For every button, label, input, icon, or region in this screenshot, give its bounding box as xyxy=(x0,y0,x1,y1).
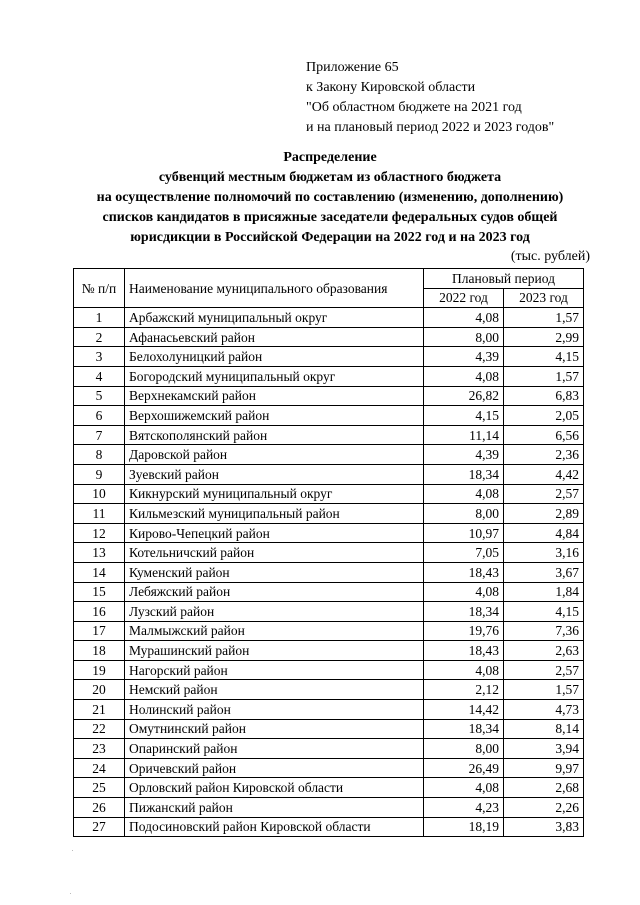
table-row xyxy=(74,386,584,406)
row-municipality: Мурашинский район xyxy=(125,641,424,661)
header-municipality: Наименование муниципального образования xyxy=(125,269,424,308)
row-number: 6 xyxy=(74,406,125,426)
row-value-2022: 8,00 xyxy=(424,739,504,759)
table-row xyxy=(74,680,584,700)
scan-speck xyxy=(72,850,73,851)
row-value-2022: 26,49 xyxy=(424,758,504,778)
table-row xyxy=(74,778,584,798)
row-number: 24 xyxy=(74,758,125,778)
row-value-2022: 4,23 xyxy=(424,798,504,818)
appendix-law-period: и на плановый период 2022 и 2023 годов" xyxy=(306,120,555,135)
row-municipality: Куменский район xyxy=(125,562,424,582)
table-row xyxy=(74,641,584,661)
table-row xyxy=(74,366,584,386)
row-value-2022: 19,76 xyxy=(424,621,504,641)
row-municipality: Даровской район xyxy=(125,445,424,465)
row-number: 21 xyxy=(74,700,125,720)
appendix-number: Приложение 65 xyxy=(306,60,399,75)
row-value-2023: 2,57 xyxy=(504,484,584,504)
row-value-2022: 4,39 xyxy=(424,445,504,465)
row-value-2022: 18,43 xyxy=(424,562,504,582)
table-row xyxy=(74,484,584,504)
table-body xyxy=(74,308,584,837)
row-number: 8 xyxy=(74,445,125,465)
row-value-2022: 2,12 xyxy=(424,680,504,700)
table-row xyxy=(74,445,584,465)
table-row xyxy=(74,327,584,347)
row-municipality: Лебяжский район xyxy=(125,582,424,602)
table-row xyxy=(74,817,584,837)
table-row xyxy=(74,798,584,818)
table-row xyxy=(74,758,584,778)
header-number: № п/п xyxy=(74,269,125,308)
row-value-2023: 1,57 xyxy=(504,308,584,328)
row-value-2023: 7,36 xyxy=(504,621,584,641)
row-municipality: Белохолуницкий район xyxy=(125,347,424,367)
appendix-law-title: "Об областном бюджете на 2021 год xyxy=(306,100,522,115)
row-value-2022: 14,42 xyxy=(424,700,504,720)
row-value-2023: 2,36 xyxy=(504,445,584,465)
table-row xyxy=(74,602,584,622)
row-value-2023: 2,57 xyxy=(504,660,584,680)
row-municipality: Орловский район Кировской области xyxy=(125,778,424,798)
row-number: 13 xyxy=(74,543,125,563)
row-value-2022: 10,97 xyxy=(424,523,504,543)
table-row xyxy=(74,347,584,367)
row-value-2023: 6,83 xyxy=(504,386,584,406)
row-value-2022: 11,14 xyxy=(424,425,504,445)
row-value-2023: 3,16 xyxy=(504,543,584,563)
header-year-2023: 2023 год xyxy=(504,288,584,308)
header-year-2022: 2022 год xyxy=(424,288,504,308)
appendix-header xyxy=(306,58,554,138)
row-value-2023: 4,15 xyxy=(504,602,584,622)
row-municipality: Арбажский муниципальный округ xyxy=(125,308,424,328)
table-row xyxy=(74,700,584,720)
table-row xyxy=(74,406,584,426)
row-municipality: Богородский муниципальный округ xyxy=(125,366,424,386)
row-value-2023: 4,84 xyxy=(504,523,584,543)
row-value-2023: 2,05 xyxy=(504,406,584,426)
row-value-2022: 18,43 xyxy=(424,641,504,661)
row-value-2023: 2,26 xyxy=(504,798,584,818)
row-municipality: Кикнурский муниципальный округ xyxy=(125,484,424,504)
row-number: 4 xyxy=(74,366,125,386)
table-row xyxy=(74,425,584,445)
row-value-2022: 8,00 xyxy=(424,504,504,524)
row-municipality: Подосиновский район Кировской области xyxy=(125,817,424,837)
row-value-2022: 4,08 xyxy=(424,484,504,504)
row-municipality: Оричевский район xyxy=(125,758,424,778)
subvention-table xyxy=(73,268,584,837)
row-value-2023: 1,84 xyxy=(504,582,584,602)
table-row xyxy=(74,621,584,641)
row-value-2022: 4,08 xyxy=(424,582,504,602)
table-row xyxy=(74,504,584,524)
row-number: 12 xyxy=(74,523,125,543)
row-municipality: Немский район xyxy=(125,680,424,700)
appendix-law: к Закону Кировской области xyxy=(306,80,476,95)
row-number: 27 xyxy=(74,817,125,837)
row-number: 11 xyxy=(74,504,125,524)
row-value-2023: 2,63 xyxy=(504,641,584,661)
row-value-2022: 4,15 xyxy=(424,406,504,426)
row-number: 2 xyxy=(74,327,125,347)
row-value-2022: 8,00 xyxy=(424,327,504,347)
row-municipality: Верхнекамский район xyxy=(125,386,424,406)
row-number: 10 xyxy=(74,484,125,504)
row-municipality: Нолинский район xyxy=(125,700,424,720)
row-value-2022: 7,05 xyxy=(424,543,504,563)
row-value-2023: 1,57 xyxy=(504,366,584,386)
table-row xyxy=(74,562,584,582)
title-line-2: субвенций местным бюджетам из областного бюджета xyxy=(158,170,502,185)
row-number: 14 xyxy=(74,562,125,582)
row-value-2022: 18,34 xyxy=(424,602,504,622)
row-value-2023: 6,56 xyxy=(504,425,584,445)
units-label: (тыс. рублей) xyxy=(510,249,590,264)
row-number: 7 xyxy=(74,425,125,445)
row-value-2023: 4,73 xyxy=(504,700,584,720)
row-municipality: Зуевский район xyxy=(125,464,424,484)
row-value-2023: 2,68 xyxy=(504,778,584,798)
row-value-2022: 4,08 xyxy=(424,778,504,798)
row-value-2022: 4,39 xyxy=(424,347,504,367)
row-municipality: Малмыжский район xyxy=(125,621,424,641)
row-value-2023: 2,99 xyxy=(504,327,584,347)
scan-speck xyxy=(70,893,71,894)
row-number: 15 xyxy=(74,582,125,602)
row-value-2023: 1,57 xyxy=(504,680,584,700)
row-municipality: Афанасьевский район xyxy=(125,327,424,347)
row-value-2023: 3,94 xyxy=(504,739,584,759)
row-number: 22 xyxy=(74,719,125,739)
row-number: 16 xyxy=(74,602,125,622)
row-municipality: Кильмезский муниципальный район xyxy=(125,504,424,524)
row-municipality: Опаринский район xyxy=(125,739,424,759)
table-row xyxy=(74,719,584,739)
row-value-2022: 18,34 xyxy=(424,719,504,739)
title-line-3: на осуществление полномочий по составлению (изменению, дополнению) xyxy=(96,190,564,205)
header-planning-period: Плановый период xyxy=(424,269,584,289)
row-municipality: Нагорский район xyxy=(125,660,424,680)
row-value-2022: 18,19 xyxy=(424,817,504,837)
document-title xyxy=(60,148,600,248)
row-value-2023: 3,67 xyxy=(504,562,584,582)
row-municipality: Омутнинский район xyxy=(125,719,424,739)
row-number: 18 xyxy=(74,641,125,661)
row-value-2023: 2,89 xyxy=(504,504,584,524)
table-row xyxy=(74,523,584,543)
row-value-2022: 4,08 xyxy=(424,660,504,680)
table-row xyxy=(74,739,584,759)
row-value-2023: 9,97 xyxy=(504,758,584,778)
row-number: 25 xyxy=(74,778,125,798)
title-line-4: списков кандидатов в присяжные заседатели федеральных судов общей xyxy=(102,210,558,225)
row-number: 20 xyxy=(74,680,125,700)
row-value-2022: 18,34 xyxy=(424,464,504,484)
row-value-2023: 8,14 xyxy=(504,719,584,739)
table-row xyxy=(74,582,584,602)
row-municipality: Котельничский район xyxy=(125,543,424,563)
row-number: 17 xyxy=(74,621,125,641)
row-value-2022: 26,82 xyxy=(424,386,504,406)
table-row xyxy=(74,660,584,680)
row-value-2023: 3,83 xyxy=(504,817,584,837)
title-line-5: юрисдикции в Российской Федерации на 2022 год и на 2023 год xyxy=(130,230,530,245)
row-value-2023: 4,15 xyxy=(504,347,584,367)
row-municipality: Лузский район xyxy=(125,602,424,622)
table-row xyxy=(74,308,584,328)
row-municipality: Пижанский район xyxy=(125,798,424,818)
row-value-2022: 4,08 xyxy=(424,366,504,386)
table-row xyxy=(74,543,584,563)
row-value-2022: 4,08 xyxy=(424,308,504,328)
row-number: 26 xyxy=(74,798,125,818)
table-row xyxy=(74,464,584,484)
row-number: 23 xyxy=(74,739,125,759)
title-line-1: Распределение xyxy=(283,150,377,165)
row-municipality: Вятскополянский район xyxy=(125,425,424,445)
row-number: 3 xyxy=(74,347,125,367)
row-municipality: Кирово-Чепецкий район xyxy=(125,523,424,543)
row-municipality: Верхошижемский район xyxy=(125,406,424,426)
row-number: 1 xyxy=(74,308,125,328)
row-number: 9 xyxy=(74,464,125,484)
row-value-2023: 4,42 xyxy=(504,464,584,484)
row-number: 5 xyxy=(74,386,125,406)
row-number: 19 xyxy=(74,660,125,680)
